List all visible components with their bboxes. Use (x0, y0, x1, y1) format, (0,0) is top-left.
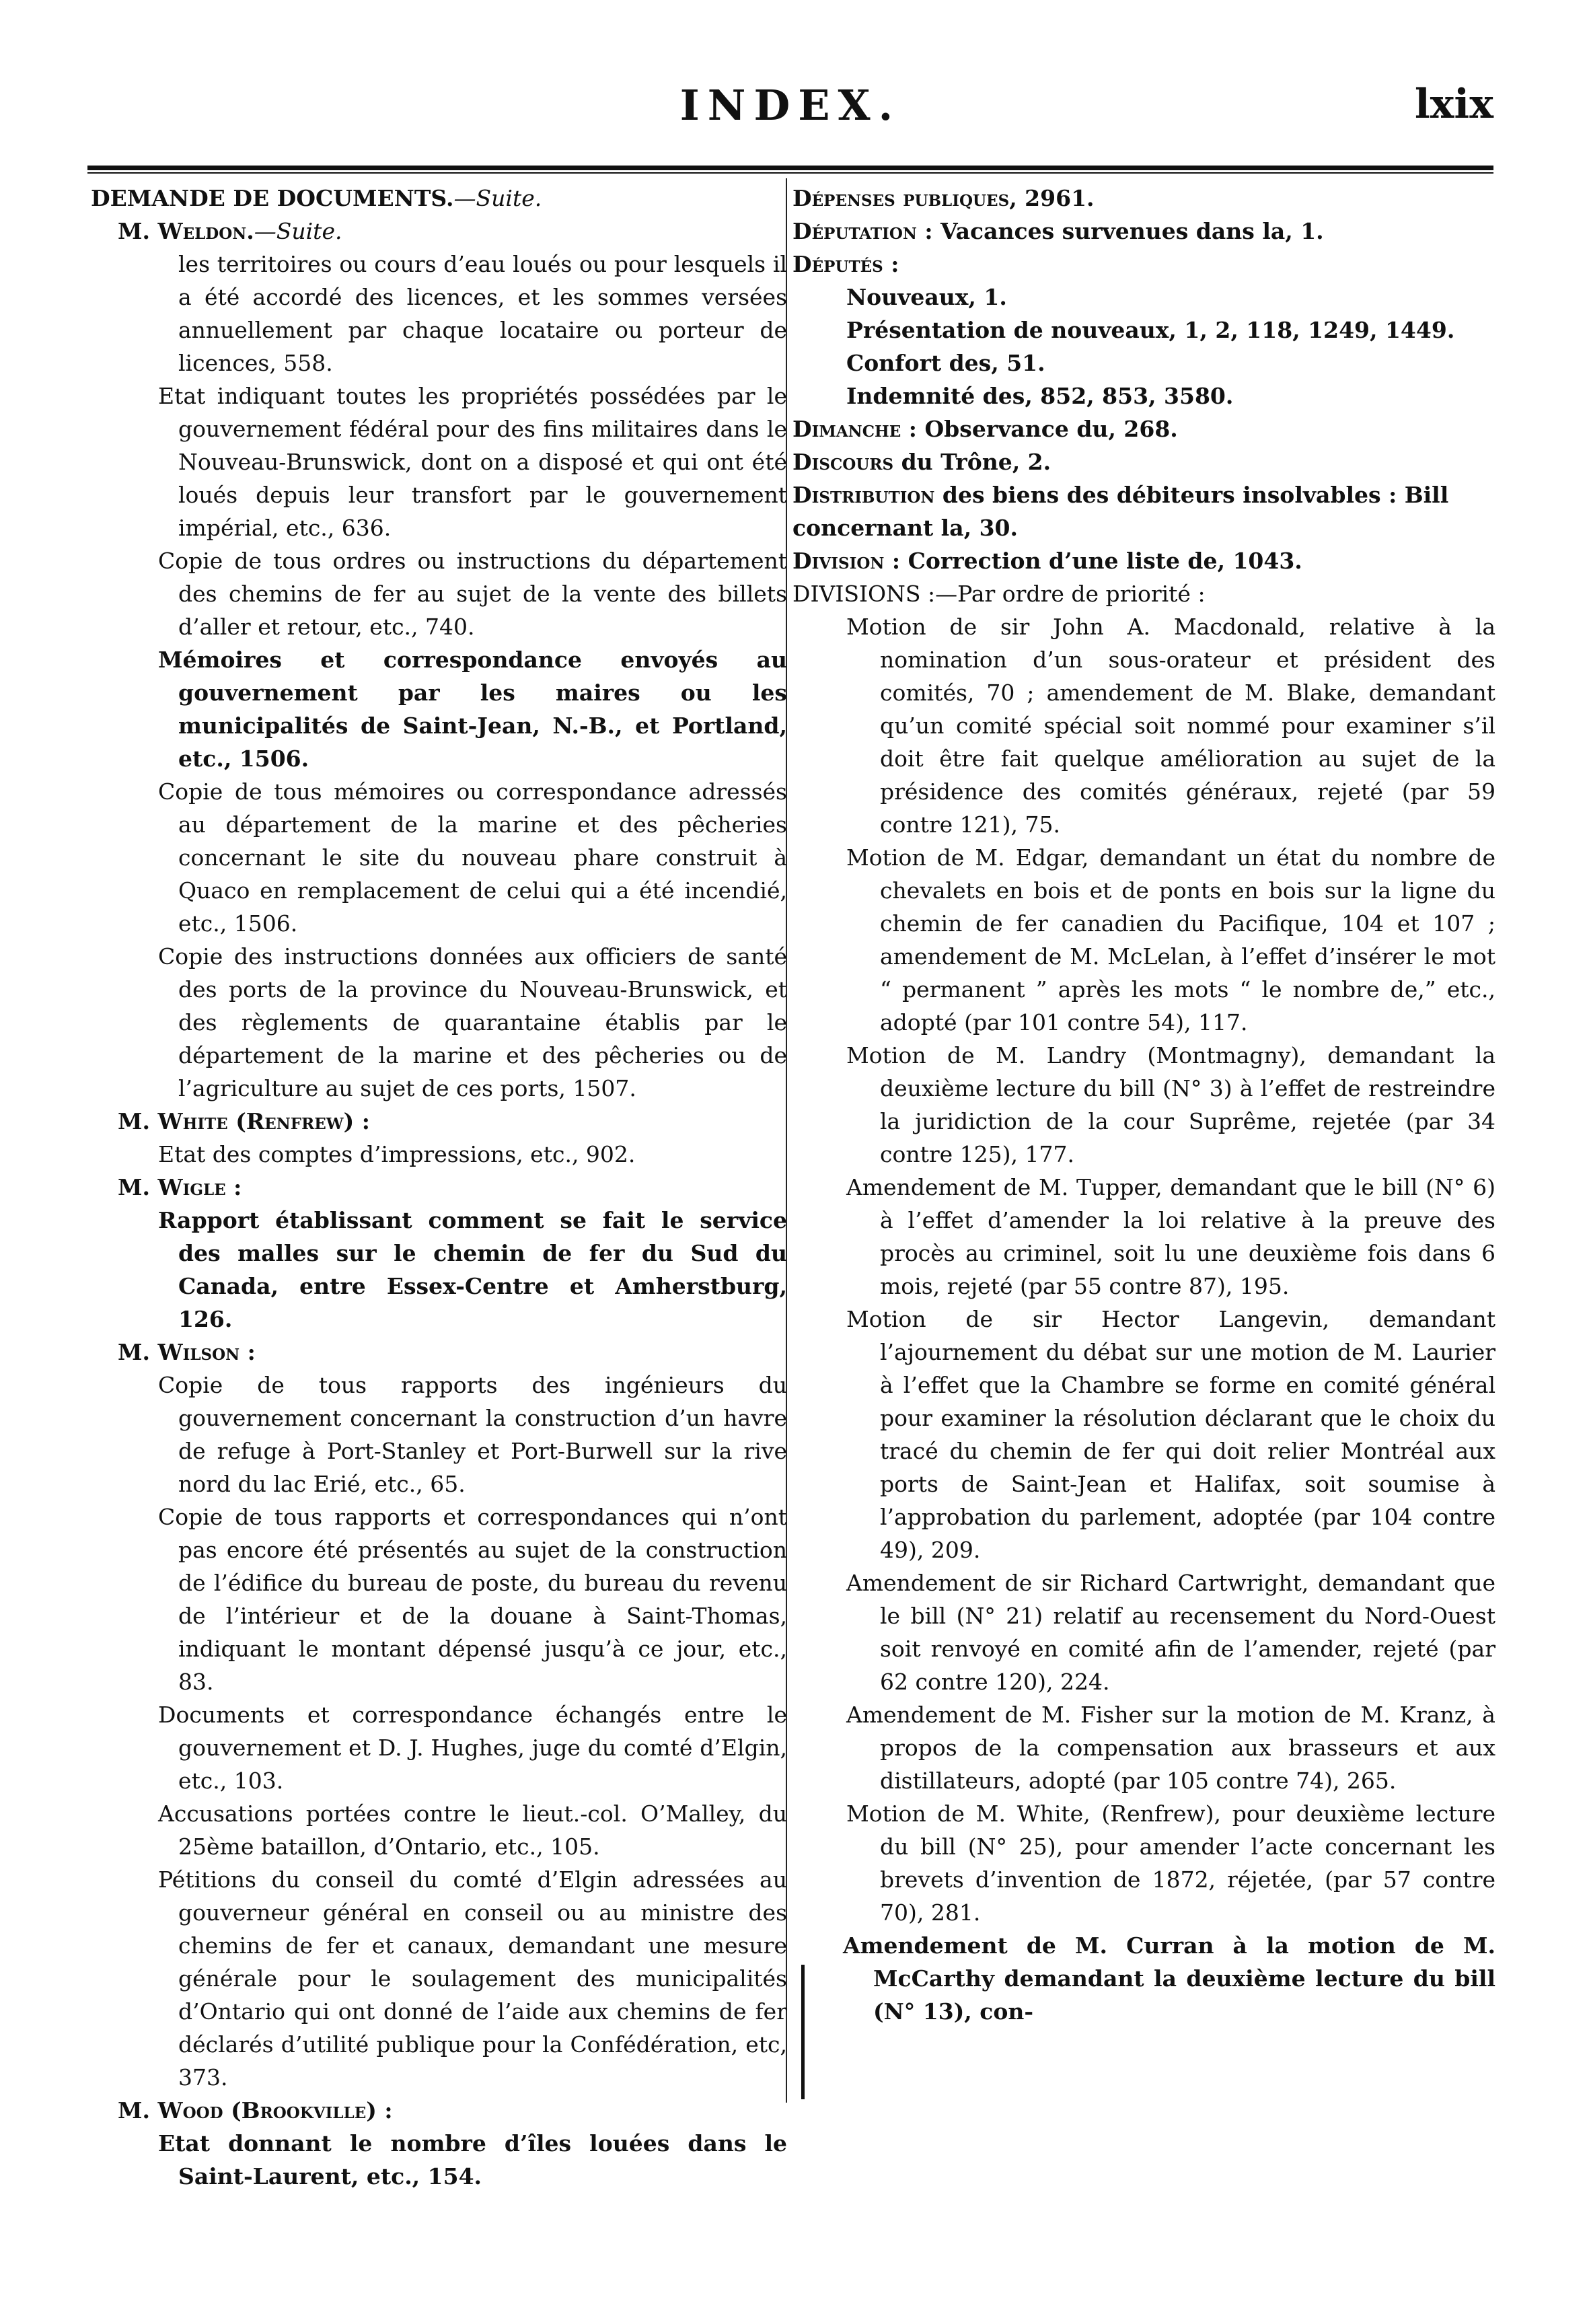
left-column (91, 182, 787, 2193)
entry-text: , 2961. (1009, 185, 1095, 211)
division-entry: Motion de M. Edgar, demandant un état du nombre de chevalets en bois et de ponts en bois sur la ligne du chemin de fer canadien du Pacifique, 104 et 107 ; amendement de M. McLelan, à l’effet d’insérer le mot “ permanent ” après les mots “ le nombre de,” etc., adopté (par 101 contre 54), 117. (846, 844, 1495, 1036)
header-rule-thin (87, 172, 1493, 174)
entry-label: Division (792, 548, 885, 574)
index-entry: Rapport établissant comment se fait le service des malles sur le chemin de fer du Sud du Canada, entre Essex-Centre et Amherstburg, 126. (158, 1207, 787, 1332)
entry-text: du Trône, 2. (893, 449, 1051, 475)
entry-text: des biens des débiteurs insolvables : Bill concernant la, 30. (792, 482, 1449, 541)
page-title: INDEX. (679, 81, 901, 130)
entry-label: Députation (792, 218, 917, 244)
entry-label: Députés (792, 251, 883, 277)
sub-entry: Confort des, 51. (846, 350, 1045, 376)
entry-deputation (792, 215, 1495, 248)
page-number: lxix (1414, 81, 1493, 128)
entry-label: Dépenses publiques (792, 185, 1010, 211)
index-entry: Mémoires et correspondance envoyés au gouvernement par les maires ou les municipalités de Saint-Jean, N.-B., et Portland, etc., 1506. (158, 647, 787, 772)
page-header (87, 81, 1493, 155)
division-entry: Motion de M. Landry (Montmagny), demandant la deuxième lecture du bill (N° 3) à l’effet de restreindre la juridiction de la cour Suprême, rejetée (par 34 contre 125), 177. (846, 1042, 1495, 1167)
index-entry: Copie de tous rapports des ingénieurs du gouvernement concernant la construction d’un havre de refuge à Port-Stanley et Port-Burwell sur la rive nord du lac Erié, etc., 65. (158, 1372, 787, 1497)
entry-text: : (883, 251, 899, 277)
entry-dimanche (792, 412, 1495, 445)
division-entry: Motion de sir John A. Macdonald, relative à la nomination d’un sous-orateur et président des comités, 70 ; amendement de M. Blake, demandant qu’un comité spécial soit nommé pour examiner s’il doit être fait quelque amélioration au sujet de la présidence des comités généraux, rejeté (par 59 contre 121), 75. (846, 614, 1495, 838)
member-wood: M. Wood (Brookville) : (118, 2097, 393, 2123)
index-entry: Accusations portées contre le lieut.-col. O’Malley, du 25ème bataillon, d’Ontario, etc., 105. (158, 1801, 787, 1860)
index-entry: Copie des instructions données aux officiers de santé des ports de la province du Nouveau-Brunswick, et des règlements de quarantaine établis par le département de la marine et des pêcheries ou de l’agriculture au sujet de ces ports, 1507. (158, 943, 787, 1101)
index-entry: Documents et correspondance échangés entre le gouvernement et D. J. Hughes, juge du comté d’Elgin, etc., 103. (158, 1702, 787, 1794)
entry-label: Discours (792, 449, 894, 475)
member-suite: —Suite. (254, 218, 342, 244)
right-column (792, 182, 1495, 2031)
index-entry: Copie de tous ordres ou instructions du département des chemins de fer au sujet de la vente des billets d’aller et retour, etc., 740. (158, 548, 787, 640)
entry-label: Distribution (792, 482, 935, 508)
entry-text: : Correction d’une liste de, 1043. (884, 548, 1302, 574)
index-entry: Pétitions du conseil du comté d’Elgin adressées au gouverneur général en conseil ou au ministre des chemins de fer et canaux, demandant une mesure générale pour le soulagement des municipalités d’Ontario qui ont donné de l’aide aux chemins de fer déclarés d’utilité publique pour la Confédération, etc, 373. (158, 1866, 787, 2091)
division-entry: Amendement de M. Curran à la motion de M. McCarthy demandant la deuxième lecture du bill (N° 13), con- (843, 1932, 1495, 2025)
heading-suite: —Suite. (453, 185, 542, 211)
division-entry: Motion de sir Hector Langevin, demandant l’ajournement du débat sur une motion de M. Laurier à l’effet que la Chambre se forme en comité général pour examiner la résolution déclarant que le choix du tracé du chemin de fer qui doit relier Montréal aux ports de Saint-Jean et Halifax, soit soumise à l’approbation du parlement, adoptée (par 104 contre 49), 209. (846, 1306, 1495, 1563)
header-rule (87, 166, 1493, 170)
index-entry: Etat donnant le nombre d’îles louées dans le Saint-Laurent, etc., 154. (158, 2130, 787, 2189)
division-entry: Motion de M. White, (Renfrew), pour deuxième lecture du bill (N° 25), pour amender l’acte concernant les brevets d’invention de 1872, réjetée, (par 57 contre 70), 281. (846, 1801, 1495, 1926)
entry-depenses (792, 182, 1495, 215)
member-wilson: M. Wilson : (118, 1339, 256, 1365)
entry-distribution (792, 478, 1495, 544)
sub-entry: Indemnité des, 852, 853, 3580. (846, 383, 1234, 409)
sub-entry: Nouveaux, 1. (846, 284, 1007, 310)
index-entry: les territoires ou cours d’eau loués ou pour lesquels il a été accordé des licences, et les sommes versées annuellement par chaque locataire ou porteur de licences, 558. (178, 251, 787, 376)
member-weldon (118, 215, 787, 248)
heading-text: DEMANDE DE DOCUMENTS. (91, 185, 454, 211)
member-white: M. White (Renfrew) : (118, 1108, 370, 1134)
sub-entry: Présentation de nouveaux, 1, 2, 118, 1249, 1449. (846, 317, 1455, 343)
division-entry: Amendement de M. Tupper, demandant que le bill (N° 6) à l’effet d’amender la loi relative à la preuve des procès au criminel, soit lu une deuxième fois dans 6 mois, rejeté (par 55 contre 87), 195. (846, 1174, 1495, 1299)
division-entry: Amendement de M. Fisher sur la motion de M. Kranz, à propos de la compensation aux brasseurs et aux distillateurs, adopté (par 105 contre 74), 265. (846, 1702, 1495, 1794)
entry-division (792, 544, 1495, 577)
index-entry: Copie de tous mémoires ou correspondance adressés au département de la marine et des pêcheries concernant le site du nouveau phare construit à Quaco en remplacement de celui qui a été incendié, etc., 1506. (158, 778, 787, 937)
index-entry: Etat indiquant toutes les propriétés possédées par le gouvernement fédéral pour des fins militaires dans le Nouveau-Brunswick, dont on a disposé et qui ont été loués depuis leur transfort par le gouvernement impérial, etc., 636. (158, 383, 787, 541)
entry-text: : Vacances survenues dans la, 1. (916, 218, 1324, 244)
member-wigle: M. Wigle : (118, 1174, 242, 1200)
entry-deputes (792, 248, 1495, 281)
index-entry: Etat des comptes d’impressions, etc., 902. (158, 1141, 636, 1167)
member-name: M. Weldon. (118, 218, 254, 244)
index-entry: Copie de tous rapports et correspondances qui n’ont pas encore été présentés au sujet de la construction de l’édifice du bureau de poste, du bureau du revenu de l’intérieur et de la douane à Saint-Thomas, indiquant le montant dépensé jusqu’à ce jour, etc., 83. (158, 1504, 787, 1695)
entry-text: : Observance du, 268. (901, 416, 1178, 442)
divisions-heading: DIVISIONS :—Par ordre de priorité : (792, 581, 1206, 607)
section-heading (91, 182, 787, 215)
entry-label: Dimanche (792, 416, 901, 442)
entry-discours (792, 445, 1495, 478)
division-entry: Amendement de sir Richard Cartwright, demandant que le bill (N° 21) relatif au recensement du Nord-Ouest soit renvoyé en comité afin de l’amender, rejeté (par 62 contre 120), 224. (846, 1570, 1495, 1695)
